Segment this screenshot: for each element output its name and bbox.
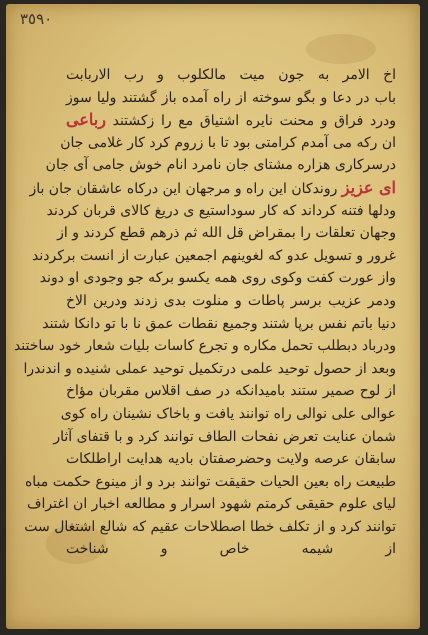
text-line: از لوح صمیر ستند بامیدانکه در صف اقلاس مقربان مؤاخ [66, 383, 396, 400]
text-line: غرور و تسویل عدو که لغوینهم اجمعین عبارت از انست برکردند [32, 247, 396, 264]
text-block [13, 64, 396, 609]
text-line: طبیعت راه بعین الحیات حقیقت توانند برد و از مینوع حکمت مباه [24, 473, 396, 490]
text-line: ودرد فراق و محنت نایره اشتیاق مع را زکشتند رباعی [66, 110, 396, 130]
text-line: باب در دعا و بگو سوخته از راه آمده باز گشتند ولیا سوز [66, 89, 396, 106]
paper-stain [306, 34, 376, 64]
text-line: واز عورت کفت وکوی روی همه یکسو برکه جو وجودی او دوند [39, 270, 396, 287]
text-line: اخ الامر به جون میت مالکلوب و رب الاربابت [66, 67, 396, 83]
text-line: دنیا باتم نفس برپا شتند وجمیع نقطات عمق نا با تو دانکا شتند [42, 315, 396, 332]
text-line: عوالی علی نوالی راه توانند یافت و باخاک نشینان راه کوی [60, 405, 396, 422]
text-line: شمان عنایت تعرض نفحات الطاف توانند کرد و با قتفای آثار [53, 428, 396, 445]
manuscript-page [6, 4, 420, 629]
text-line: ان رکه می آمدم کرامتی بود تا با زروم کرد کار غلامی جان [60, 134, 396, 151]
text-line: درسرکاری هزاره مشتای جان نامرد انام خوش جامی آی جان [45, 157, 396, 174]
text-line: از شیمه خاص و شناخت [66, 541, 396, 558]
text-line: ودلها فتنه کرداند که کار سوداستیع ی دریغ کالای قربان کردند [46, 202, 396, 219]
text-line: وبعد از حصول توحید علمی درتکمیل توحید عملی شنیده و اندندرا [23, 360, 396, 377]
text-line: سابقان عرصه ولایت وحضرصفتان بادیه هدایت اراطلکات [66, 451, 396, 468]
rubric-heading: ای عزیز [341, 177, 396, 197]
text-line: ودرباد دبطلب تحمل مکاره و تجرع کاسات بلیات شعار خود ساختند [13, 338, 396, 355]
text-line: وجهان تعلقات را بمقراض قل الله ثم ذرهم قطع کردند و از [57, 225, 396, 242]
folio-number: ٣٥٩٠ [20, 10, 53, 28]
text-line: ودمر عزیب برسر پاطات و منلوت بدی زدند ودرین الاخ [66, 292, 396, 309]
rubric-heading: رباعی [66, 110, 106, 130]
text-line: لیای علوم حقیقی کرمتم شهود اسرار و مطالعه اخبار ان اغتراف [27, 496, 396, 513]
text-line: توانند کرد و از تکلف خطا اصطلاحات عقیم که شالع اشتغال ست [24, 518, 396, 535]
text-line: ای عزیز روندکان این راه و مرجهان این درکاه عاشقان جان باز [29, 177, 396, 197]
